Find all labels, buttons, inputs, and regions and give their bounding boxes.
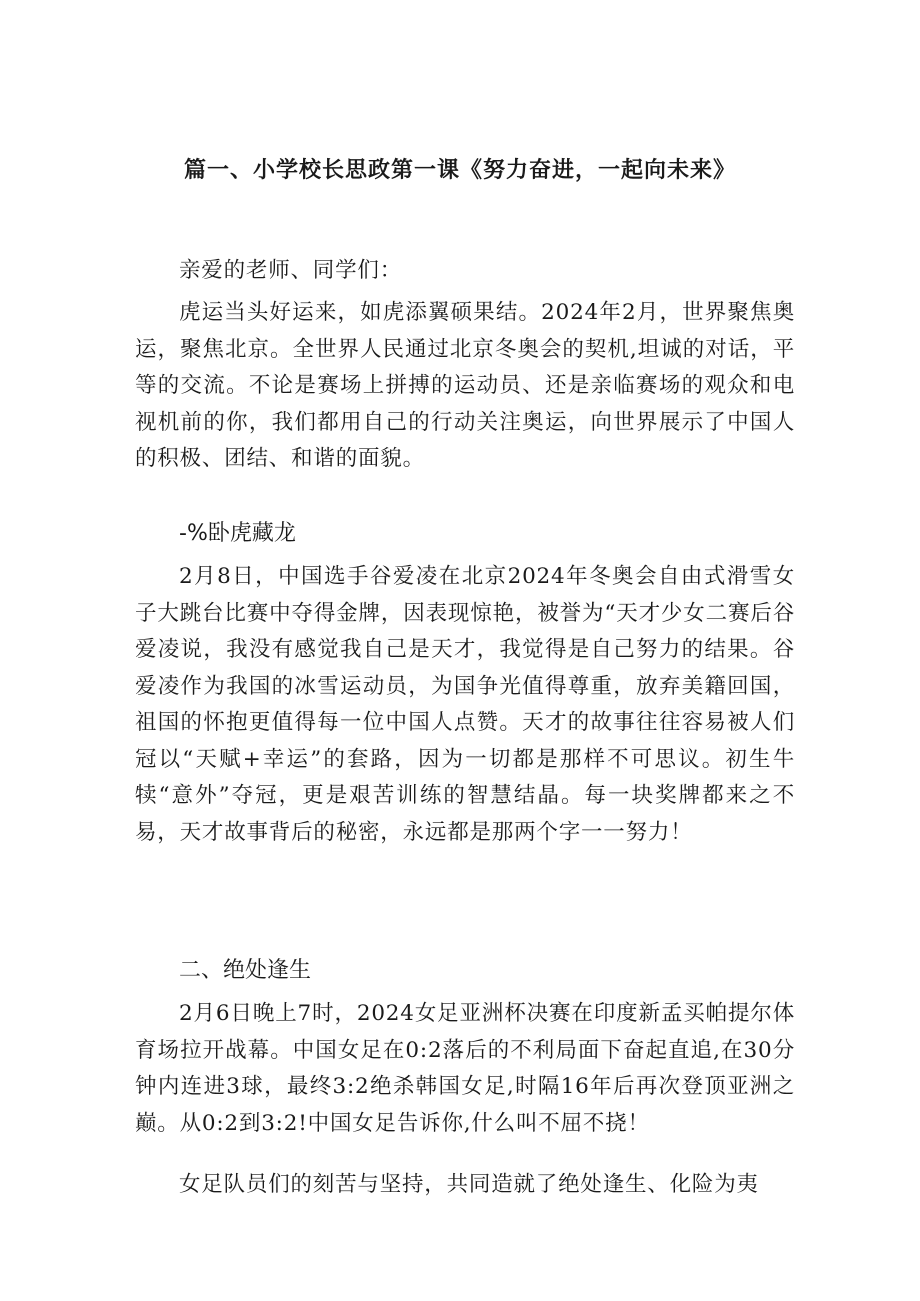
paragraph-gu-ailing: 2月8日，中国选手谷爱凌在北京2024年冬奥会自由式滑雪女子大跳台比赛中夺得金牌，因表现惊艳，被誉为“天才少女二赛后谷爱凌说，我没有感觉我自己是天才，我觉得是自己努力的结果。谷爱凌作为我国的冰雪运动员，为国争光值得尊重，放弃美籍回国，祖国的怀抱更值得每一位中国人点赞。天才的故事往往容易被人们冠以“天赋+幸运”的套路，因为一切都是那样不可思议。初生牛犊“意外”夺冠，更是艰苦训练的智慧结晶。每一块奖牌都来之不易，天才故事背后的秘密，永远都是那两个字一一努力！ (135, 564, 795, 845)
paragraph-womens-football: 2月6日晚上7时，2024女足亚洲杯决赛在印度新孟买帕提尔体育场拉开战幕。中国女足在0:2落后的不利局面下奋起直追,在30分钟内连进3球，最终3:2绝杀韩国女足,时隔16年后再次登顶亚洲之巅。从0:2到3:2!中国女足告诉你,什么叫不屈不挠！ (135, 1001, 795, 1136)
section-heading-1: -%卧虎藏龙 (179, 521, 296, 546)
paragraph-team-perseverance: 女足队员们的刻苦与坚持，共同造就了绝处逢生、化险为夷 (179, 1172, 759, 1197)
paragraph-opening: 虎运当头好运来，如虎添翼硕果结。2024年2月，世界聚焦奥运，聚焦北京。全世界人民通过北京冬奥会的契机,坦诚的对话，平等的交流。不论是赛场上拼搏的运动员、还是亲临赛场的观众和电视机前的你，我们都用自己的行动关注奥运，向世界展示了中国人的积极、团结、和谐的面貌。 (135, 300, 795, 471)
document-title: 篇一、小学校长思政第一课《努力奋进，一起向未来》 (183, 157, 736, 183)
section-heading-2: 二、绝处逢生 (179, 958, 312, 983)
salutation: 亲爱的老师、同学们： (179, 258, 403, 283)
